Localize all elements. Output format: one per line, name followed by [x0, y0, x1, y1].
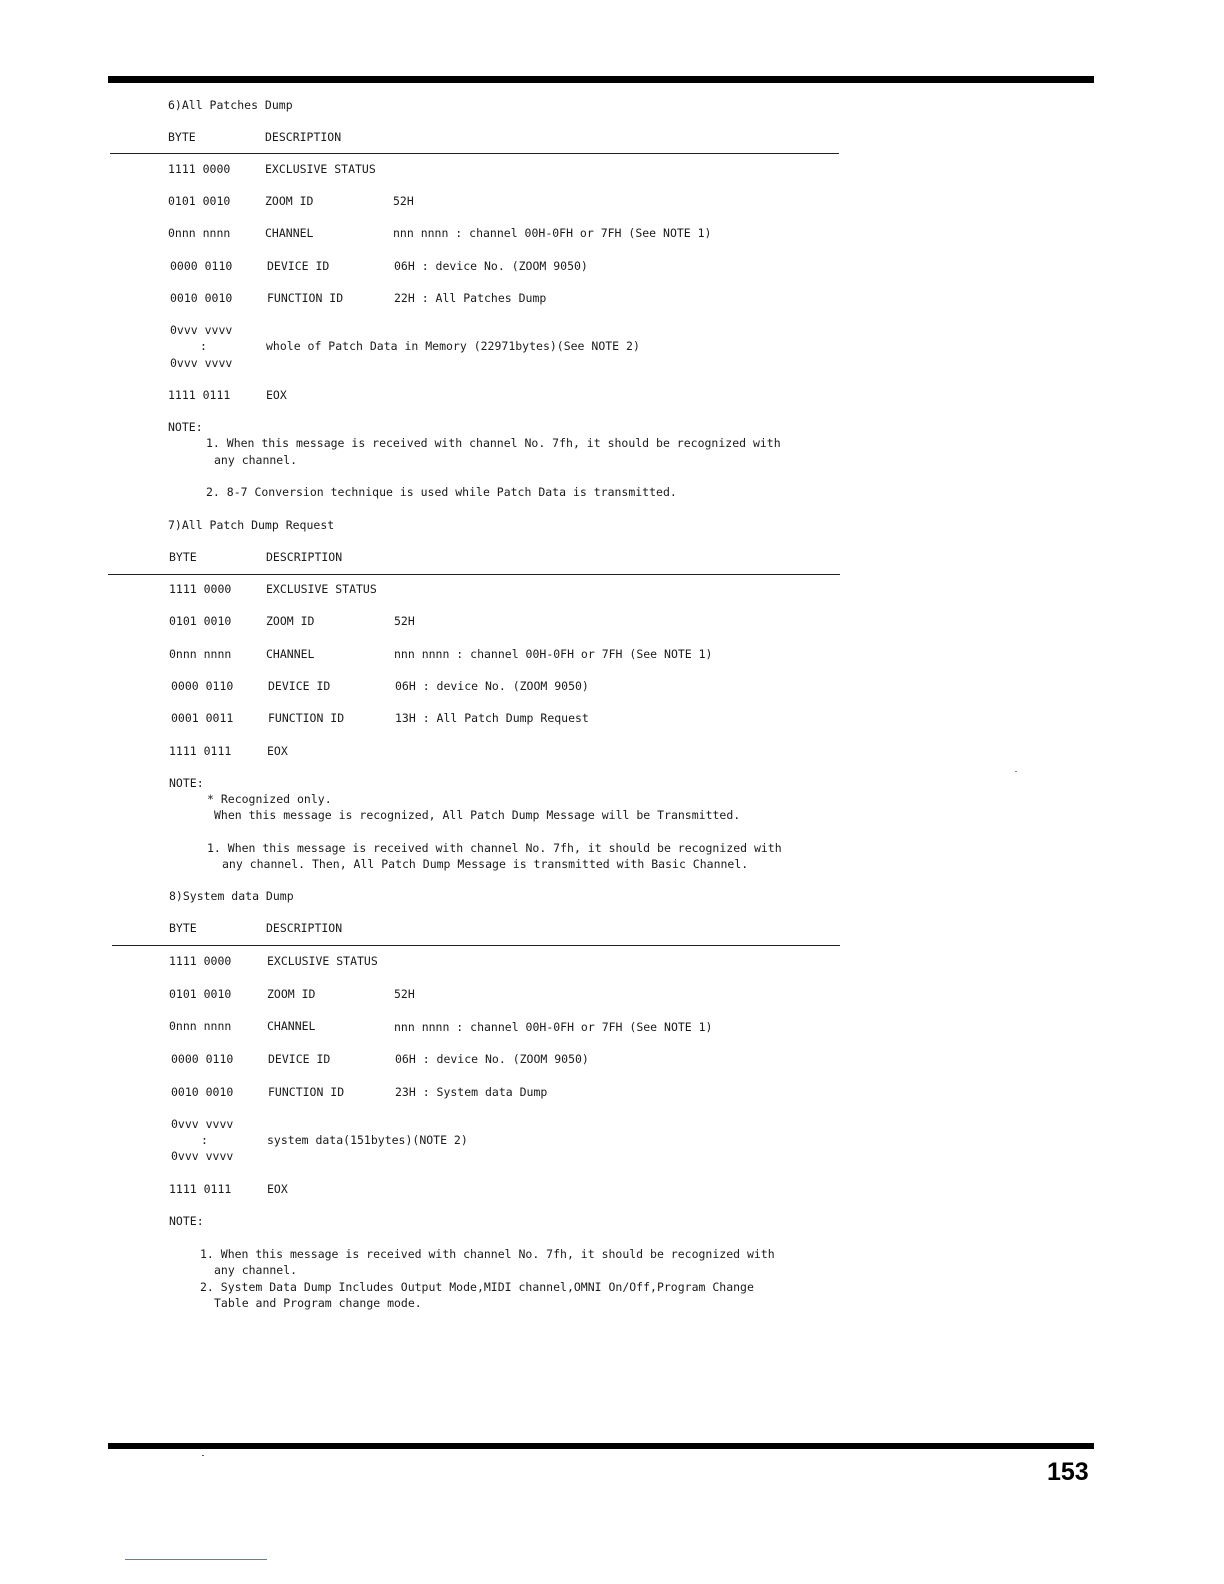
description-cell: FUNCTION ID	[268, 1085, 345, 1099]
note-text: 2. 8-7 Conversion technique is used while Patch Data is transmitted.	[206, 485, 677, 499]
note-text: 1. When this message is received with channel No. 7fh, it should be recognized with	[206, 436, 781, 450]
description-cell: EXCLUSIVE STATUS	[267, 954, 378, 968]
value-cell: 23H : System data Dump	[395, 1085, 548, 1099]
column-header-byte: BYTE	[168, 130, 196, 144]
table-header-rule	[108, 574, 840, 575]
description-cell: whole of Patch Data in Memory (22971bytes)(See NOTE 2)	[266, 339, 640, 353]
value-cell: nnn nnnn : channel 00H-0FH or 7FH (See NOTE 1)	[394, 1020, 713, 1034]
description-cell: ZOOM ID	[265, 194, 314, 208]
byte-cell: 0nnn nnnn	[168, 226, 231, 240]
value-cell: 52H	[393, 194, 414, 208]
description-cell: EOX	[267, 744, 288, 758]
byte-cell: 0101 0010	[168, 194, 231, 208]
column-header-description: DESCRIPTION	[266, 921, 343, 935]
scan-speck	[1015, 771, 1017, 772]
byte-cell: 1111 0111	[169, 744, 232, 758]
description-cell: EOX	[266, 388, 287, 402]
top-rule	[108, 76, 1094, 83]
note-text: 2. System Data Dump Includes Output Mode,MIDI channel,OMNI On/Off,Program Change	[200, 1280, 754, 1294]
byte-cell: 0vvv vvvv	[170, 356, 233, 370]
value-cell: 52H	[394, 614, 415, 628]
byte-cell: 1111 0000	[169, 954, 232, 968]
table-header-rule	[112, 945, 840, 946]
note-text: any channel. Then, All Patch Dump Message is transmitted with Basic Channel.	[222, 857, 749, 871]
column-header-description: DESCRIPTION	[265, 130, 342, 144]
description-cell: DEVICE ID	[268, 1052, 331, 1066]
column-header-description: DESCRIPTION	[266, 550, 343, 564]
note-text: any channel.	[214, 453, 298, 467]
description-cell: FUNCTION ID	[267, 291, 344, 305]
note-label: NOTE:	[169, 776, 204, 790]
description-cell: DEVICE ID	[267, 259, 330, 273]
byte-cell: 1111 0111	[168, 388, 231, 402]
byte-cell: 0010 0010	[171, 1085, 234, 1099]
page-number: 153	[1047, 1458, 1089, 1486]
value-cell: nnn nnnn : channel 00H-0FH or 7FH (See NOTE 1)	[393, 226, 712, 240]
byte-cell: 0nnn nnnn	[169, 1019, 232, 1033]
byte-cell: 0101 0010	[169, 987, 232, 1001]
note-label: NOTE:	[168, 420, 203, 434]
byte-cell: 0vvv vvvv	[171, 1117, 234, 1131]
description-cell: EXCLUSIVE STATUS	[265, 162, 376, 176]
description-cell: ZOOM ID	[267, 987, 316, 1001]
note-label: NOTE:	[169, 1214, 204, 1228]
value-cell: nnn nnnn : channel 00H-0FH or 7FH (See NOTE 1)	[394, 647, 713, 661]
column-header-byte: BYTE	[169, 550, 197, 564]
value-cell: 13H : All Patch Dump Request	[395, 711, 589, 725]
note-text: Table and Program change mode.	[214, 1296, 422, 1310]
scan-tick	[202, 1455, 204, 1456]
section-title: 7)All Patch Dump Request	[168, 518, 335, 532]
description-cell: EXCLUSIVE STATUS	[266, 582, 377, 596]
value-cell: 06H : device No. (ZOOM 9050)	[395, 679, 589, 693]
section-title: 6)All Patches Dump	[168, 98, 293, 112]
description-cell: DEVICE ID	[268, 679, 331, 693]
byte-cell: 1111 0000	[169, 582, 232, 596]
description-cell: EOX	[267, 1182, 288, 1196]
byte-cell: 0000 0110	[171, 1052, 234, 1066]
byte-cell: 0101 0010	[169, 614, 232, 628]
value-cell: 06H : device No. (ZOOM 9050)	[394, 259, 588, 273]
byte-cell: 0000 0110	[171, 679, 234, 693]
byte-cell: 0vvv vvvv	[171, 1149, 234, 1163]
value-cell: 52H	[394, 987, 415, 1001]
description-cell: system data(151bytes)(NOTE 2)	[267, 1133, 468, 1147]
byte-cell: 1111 0000	[168, 162, 231, 176]
bottom-rule	[108, 1443, 1094, 1449]
description-cell: CHANNEL	[265, 226, 314, 240]
note-text: When this message is recognized, All Patch Dump Message will be Transmitted.	[214, 808, 741, 822]
value-cell: 06H : device No. (ZOOM 9050)	[395, 1052, 589, 1066]
note-text: 1. When this message is received with channel No. 7fh, it should be recognized with	[207, 841, 782, 855]
description-cell: CHANNEL	[266, 647, 315, 661]
byte-cell: 0001 0011	[171, 711, 234, 725]
column-header-byte: BYTE	[169, 921, 197, 935]
byte-cell-ellipsis: :	[200, 339, 207, 353]
description-cell: FUNCTION ID	[268, 711, 345, 725]
description-cell: CHANNEL	[267, 1019, 316, 1033]
byte-cell-ellipsis: :	[201, 1133, 208, 1147]
description-cell: ZOOM ID	[266, 614, 315, 628]
byte-cell: 1111 0111	[169, 1182, 232, 1196]
note-text: * Recognized only.	[207, 792, 332, 806]
section-title: 8)System data Dump	[169, 889, 294, 903]
footer-blue-rule	[125, 1559, 267, 1560]
note-text: 1. When this message is received with channel No. 7fh, it should be recognized with	[200, 1247, 775, 1261]
note-text: any channel.	[214, 1263, 298, 1277]
byte-cell: 0nnn nnnn	[169, 647, 232, 661]
byte-cell: 0010 0010	[170, 291, 233, 305]
byte-cell: 0vvv vvvv	[170, 323, 233, 337]
table-header-rule	[110, 153, 839, 154]
value-cell: 22H : All Patches Dump	[394, 291, 547, 305]
byte-cell: 0000 0110	[170, 259, 233, 273]
